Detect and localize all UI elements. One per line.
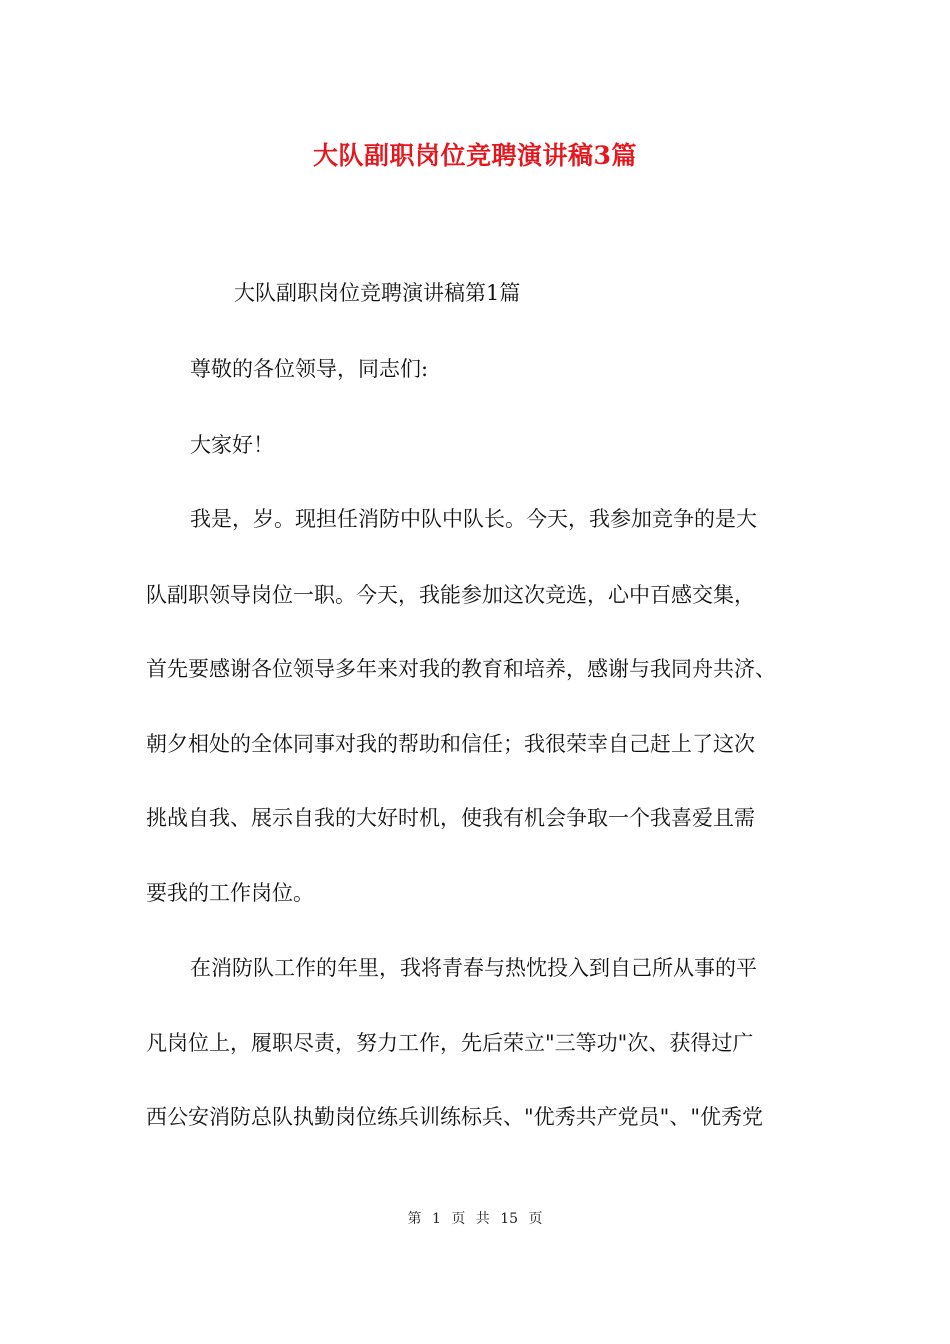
- paragraph-line: 大家好！: [190, 433, 274, 457]
- paragraph-line: 西公安消防总队执勤岗位练兵训练标兵、"优秀共产党员"、"优秀党: [146, 1105, 763, 1129]
- document-body: [146, 0, 826, 1200]
- paragraph-line: 挑战自我、展示自我的大好时机，使我有机会争取一个我喜爱且需: [146, 806, 755, 830]
- paragraph-line: 朝夕相处的全体同事对我的帮助和信任；我很荣幸自己赶上了这次: [146, 732, 755, 756]
- paragraph-line: 要我的工作岗位。: [146, 881, 314, 905]
- paragraph-line: 尊敬的各位领导，同志们:: [190, 357, 429, 381]
- footer-label-total-unit: 页: [528, 1211, 543, 1227]
- footer-label-page: 第: [407, 1211, 422, 1227]
- paragraph-line: 队副职领导岗位一职。今天，我能参加这次竞选，心中百感交集，: [146, 583, 755, 607]
- footer-label-total: 共: [475, 1211, 490, 1227]
- paragraph-line: 首先要感谢各位领导多年来对我的教育和培养，感谢与我同舟共济、: [146, 657, 776, 681]
- paragraph-line: 在消防队工作的年里，我将青春与热忱投入到自己所从事的平: [190, 956, 757, 980]
- page-footer: [0, 1208, 950, 1228]
- document-title: 大队副职岗位竞聘演讲稿3篇: [313, 141, 637, 170]
- section-heading: 大队副职岗位竞聘演讲稿第1篇: [234, 281, 521, 305]
- footer-label-page-unit: 页: [451, 1211, 466, 1227]
- footer-current-page: 1: [431, 1211, 441, 1227]
- paragraph-line: 我是，岁。现担任消防中队中队长。今天，我参加竞争的是大: [190, 507, 757, 531]
- paragraph-line: 凡岗位上，履职尽责，努力工作，先后荣立"三等功"次、获得过广: [146, 1031, 754, 1055]
- footer-total-pages: 15: [500, 1211, 519, 1227]
